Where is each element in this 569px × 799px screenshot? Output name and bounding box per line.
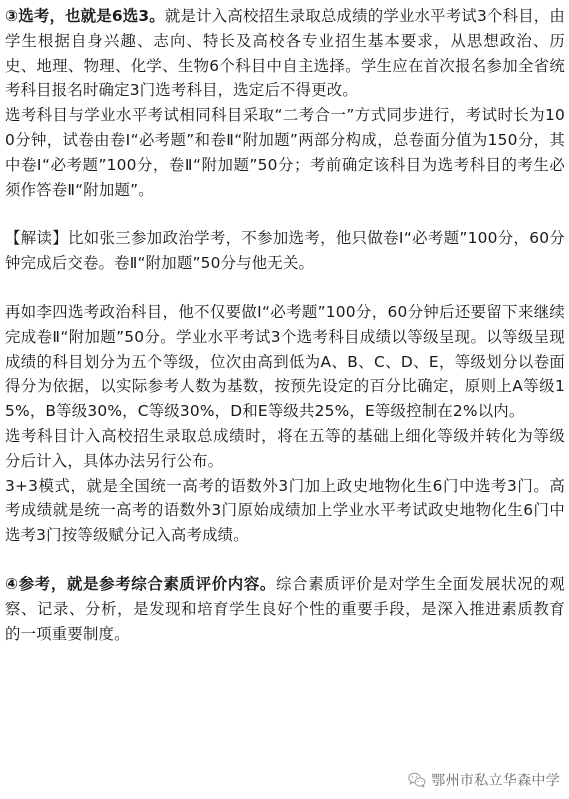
wechat-icon bbox=[408, 772, 426, 788]
paragraph-3plus3-mode bbox=[5, 474, 565, 548]
paragraph-reference bbox=[5, 572, 565, 646]
paragraph-text: 比如张三参加政治学考，不参加选考，他只做卷Ⅰ“必考题”100分，60分钟完成后交卷。卷Ⅱ“附加题”50分与他无关。 bbox=[5, 229, 565, 273]
paragraph-lead: ④参考，就是参考综合素质评价内容。 bbox=[5, 574, 277, 593]
article-body bbox=[5, 4, 565, 646]
paragraph-spacer bbox=[5, 276, 565, 300]
paragraph-text: 再如李四选考政治科目，他不仅要做Ⅰ“必考题”100分，60分钟后还要留下来继续完成卷Ⅱ“附加题”50分。学业水平考试3个选考科目成绩以等级呈现。以等级呈现成绩的科目划分为五个等级，位次由高到低为A、B、C、D、E，等级划分以卷面得分为依据，以实际参考人数为基数，按预先设定的百分比确定，原则上A等级15%，B等级30%，C等级30%，D和E等级共25%，E等级控制在2%以内。 bbox=[5, 302, 565, 421]
paragraph-lead: 【解读】 bbox=[5, 229, 69, 248]
paragraph-text: 就是计入高校招生录取总成绩的学业水平考试3个科目，由学生根据自身兴趣、志向、特长及高校各专业招生基本要求，从思想政治、历史、地理、物理、化学、生物6个科目中自主选择。学生应在首次报名参加全省统考科目报名时确定3门选考科目，选定后不得更改。 bbox=[5, 7, 565, 100]
paragraph-text: 选考科目与学业水平考试相同科目采取“二考合一”方式同步进行，考试时长为100分钟，试卷由卷Ⅰ“必考题”和卷Ⅱ“附加题”两部分构成，总卷面分值为150分，其中卷Ⅰ“必考题”100分，卷Ⅱ“附加题”50分；考前确定该科目为选考科目的考生必须作答卷Ⅱ“附加题”。 bbox=[5, 106, 565, 199]
paragraph-spacer bbox=[5, 548, 565, 572]
paragraph-score-conversion bbox=[5, 424, 565, 474]
paragraph-exam-format bbox=[5, 103, 565, 202]
paragraph-elective bbox=[5, 4, 565, 103]
paragraph-interpretation bbox=[5, 226, 565, 276]
source-watermark bbox=[405, 769, 563, 791]
paragraph-spacer bbox=[5, 202, 565, 226]
paragraph-grading bbox=[5, 300, 565, 424]
paragraph-lead: ③选考，也就是6选3。 bbox=[5, 7, 165, 25]
watermark-text: 鄂州市私立华森中学 bbox=[431, 773, 560, 789]
paragraph-text: 综合素质评价是对学生全面发展状况的观察、记录、分析，是发现和培育学生良好个性的重要手段，是深入推进素质教育的一项重要制度。 bbox=[5, 574, 565, 643]
paragraph-text: 3+3模式，就是全国统一高考的语数外3门加上政史地物化生6门中选考3门。高考成绩就是统一高考的语数外3门原始成绩加上学业水平考试政史地物化生6门中选考3门按等级赋分记入高考成绩。 bbox=[5, 476, 565, 545]
paragraph-text: 选考科目计入高校招生录取总成绩时，将在五等的基础上细化等级并转化为等级分后计入，具体办法另行公布。 bbox=[5, 426, 565, 470]
